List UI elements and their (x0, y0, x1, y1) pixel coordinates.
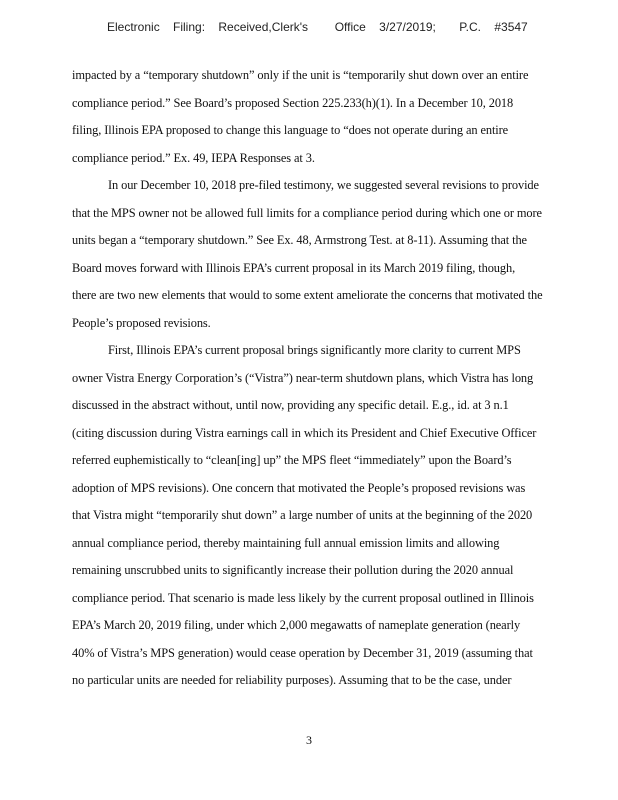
body-line: adoption of MPS revisions). One concern that motivated the People’s proposed revisions was (72, 480, 526, 495)
body-line: In our December 10, 2018 pre-filed testimony, we suggested several revisions to provide (108, 178, 539, 192)
filing-stamp-header: Electronic Filing: Received,Clerk's Office 3/27/2019; P.C. #3547 (107, 20, 528, 34)
body-line: compliance period. That scenario is made less likely by the current proposal outlined in Illinois (72, 590, 534, 605)
body-line: discussed in the abstract without, until now, providing any specific detail. E.g., id. at 3 n.1 (72, 398, 509, 412)
body-line: 40% of Vistra’s MPS generation) would cease operation by December 31, 2019 (assuming that (72, 645, 533, 660)
body-line: First, Illinois EPA’s current proposal brings significantly more clarity to current MPS (108, 343, 521, 357)
body-line: there are two new elements that would to some extent ameliorate the concerns that motivated the (72, 288, 543, 302)
body-line: impacted by a “temporary shutdown” only if the unit is “temporarily shut down over an entire (72, 68, 529, 82)
body-line: that Vistra might “temporarily shut down” a large number of units at the beginning of the 2020 (72, 508, 533, 522)
page-number: 3 (306, 733, 312, 747)
body-line: that the MPS owner not be allowed full limits for a compliance period during which one or more (72, 205, 542, 220)
body-line: filing, Illinois EPA proposed to change this language to “does not operate during an entire (72, 123, 509, 137)
body-line: compliance period.” See Board’s proposed Section 225.233(h)(1). In a December 10, 2018 (72, 95, 514, 110)
body-line: compliance period.” Ex. 49, IEPA Responses at 3. (72, 150, 315, 165)
body-line: (citing discussion during Vistra earnings call in which its President and Chief Executive Officer (72, 425, 537, 440)
body-line: annual compliance period, thereby maintaining full annual emission limits and allowing (72, 535, 500, 550)
body-line: People’s proposed revisions. (72, 315, 211, 330)
body-line: referred euphemistically to “clean[ing] up” the MPS fleet “immediately” upon the Board’s (72, 453, 512, 467)
body-line: owner Vistra Energy Corporation’s (“Vistra”) near-term shutdown plans, which Vistra has long (72, 370, 534, 385)
body-line: no particular units are needed for reliability purposes). Assuming that to be the case, under (72, 673, 512, 687)
body-line: remaining unscrubbed units to significantly increase their pollution during the 2020 annual (72, 563, 514, 577)
body-line: units began a “temporary shutdown.” See Ex. 48, Armstrong Test. at 8-11). Assuming that the (72, 233, 527, 247)
body-line: EPA’s March 20, 2019 filing, under which 2,000 megawatts of nameplate generation (nearly (72, 618, 521, 632)
body-line: Board moves forward with Illinois EPA’s current proposal in its March 2019 filing, though, (72, 260, 516, 275)
